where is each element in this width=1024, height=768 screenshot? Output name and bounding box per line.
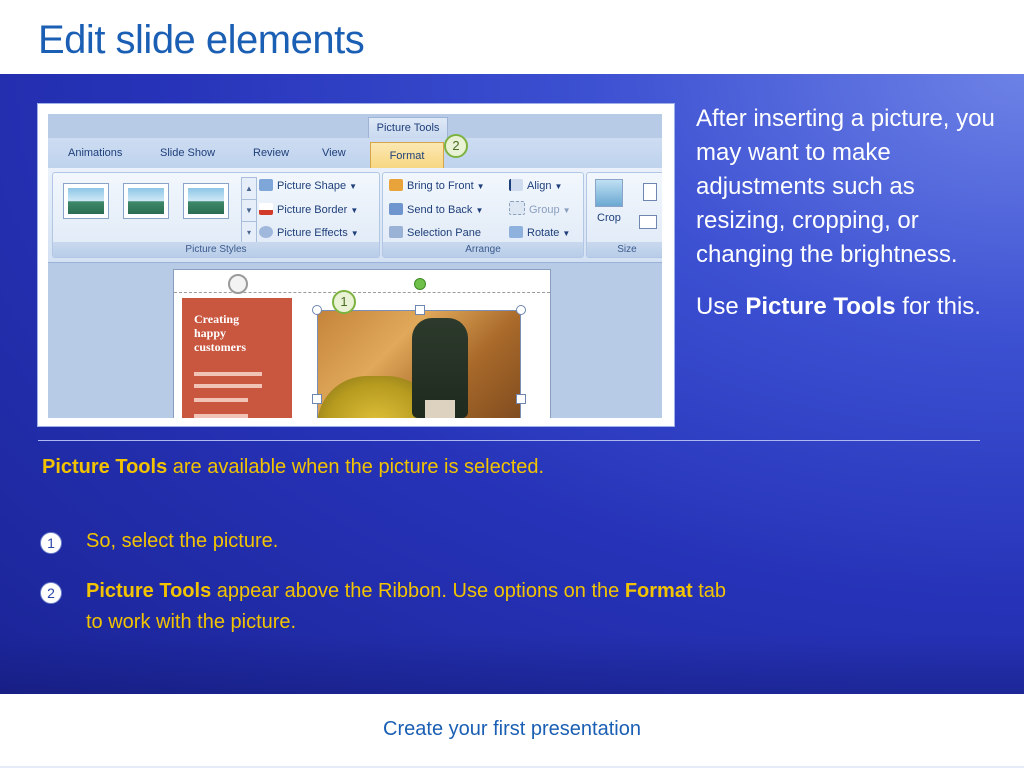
caption [42,456,544,479]
group-arrange [382,172,584,258]
ribbon-tab-bar [48,138,662,169]
step-text [86,576,740,638]
rotate-button[interactable] [509,224,570,242]
align-button[interactable] [509,177,562,195]
dropdown-arrow-icon: ▼ [475,206,484,215]
selection-pane-label: Selection Pane [407,227,481,239]
bring-to-front-button[interactable] [389,177,485,195]
gallery-up-icon[interactable]: ▲ [242,178,256,200]
selection-pane-icon [389,226,403,238]
picture-border-icon [259,203,273,215]
group-button[interactable] [509,201,571,219]
tab-format[interactable]: Format [370,142,444,169]
crop-button[interactable]: Crop [597,212,621,224]
tab-animations[interactable]: Animations [68,147,123,159]
align-label: Align [527,180,552,192]
dropdown-arrow-icon: ▼ [349,182,358,191]
dropdown-arrow-icon: ▼ [562,206,571,215]
footer [0,694,1024,768]
gallery-down-icon[interactable]: ▼ [242,200,256,222]
send-to-back-icon [389,203,403,215]
step-2 [40,576,740,638]
selection-pane-button[interactable] [389,224,481,242]
divider [38,440,980,441]
slide-preview [173,269,551,418]
side-paragraph-1: After inserting a picture, you may want to make adjustments such as resizing, cropping, or changing the brightness. [696,105,995,268]
resize-handle[interactable] [312,305,322,315]
tab-view[interactable]: View [322,147,346,159]
ribbon-screenshot [38,104,674,426]
tab-review[interactable]: Review [253,147,290,159]
picture-style-thumbnail[interactable] [183,183,229,219]
step-text-2: tab to work with the picture. [86,580,726,633]
step-text: So, select the picture. [86,530,279,552]
picture-shape-label: Picture Shape [277,180,347,192]
callout-2-badge: 2 [444,134,468,158]
step-text-1: appear above the Ribbon. Use options on the [211,580,625,602]
rotate-icon [509,226,523,238]
resize-handle[interactable] [312,394,322,404]
resize-handle[interactable] [415,305,425,315]
group-size [586,172,662,258]
text-bar [194,372,262,376]
crop-icon[interactable] [595,179,623,207]
text-bar [194,398,248,402]
size-label: Size [587,242,662,257]
ribbon-body [48,168,662,263]
gallery-more-icon[interactable]: ▾ [242,222,256,244]
text-bar [194,414,248,418]
dropdown-arrow-icon: ▼ [350,229,359,238]
side-paragraph-2 [696,290,996,324]
picture-styles-label: Picture Styles [53,242,379,257]
width-icon[interactable] [639,215,657,229]
group-label: Group [529,204,560,216]
picture-border-label: Picture Border [277,204,348,216]
dropdown-arrow-icon: ▼ [562,229,571,238]
arrange-label: Arrange [383,242,583,257]
step-number-badge: 2 [40,582,62,604]
footer-title: Create your first presentation [383,718,641,740]
dropdown-arrow-icon: ▼ [350,206,359,215]
side-description [696,102,996,342]
red-text-panel [182,298,292,418]
group-icon [509,201,525,215]
shape-handle[interactable] [228,274,248,294]
side-p2-suffix: for this. [895,293,981,320]
picture-effects-icon [259,226,273,238]
side-p2-bold: Picture Tools [745,293,896,320]
picture-effects-label: Picture Effects [277,227,348,239]
callout-1-badge: 1 [332,290,356,314]
bring-to-front-label: Bring to Front [407,180,474,192]
gallery-scroll[interactable] [241,177,257,243]
picture-tools-header[interactable]: Picture Tools [368,117,448,138]
slide-canvas [48,263,662,418]
bring-to-front-icon [389,179,403,191]
rotate-handle[interactable] [414,278,426,290]
tab-slide-show[interactable]: Slide Show [160,147,216,159]
send-to-back-button[interactable] [389,201,483,219]
slide-heading: Creating happy customers [194,312,246,354]
picture-style-thumbnail[interactable] [123,183,169,219]
dropdown-arrow-icon: ▼ [476,182,485,191]
caption-rest: are available when the picture is selected. [167,456,545,478]
step-number-badge: 1 [40,532,62,554]
ribbon-screenshot-content [48,114,662,418]
step-bold-1: Picture Tools [86,580,212,602]
selection-frame[interactable] [317,310,521,418]
picture-shape-icon [259,179,273,191]
align-icon [509,179,523,191]
slide-title: Edit slide elements [38,18,365,62]
step-bold-2: Format [624,580,693,602]
resize-handle[interactable] [516,305,526,315]
group-picture-styles [52,172,380,258]
send-to-back-label: Send to Back [407,204,473,216]
step-1 [40,526,740,557]
caption-bold: Picture Tools [42,456,168,478]
rotate-label: Rotate [527,227,560,239]
picture-border-button[interactable] [259,201,358,219]
dropdown-arrow-icon: ▼ [554,182,563,191]
picture-effects-button[interactable] [259,224,359,242]
picture-shape-button[interactable] [259,177,357,195]
guide-line [174,292,550,293]
resize-handle[interactable] [516,394,526,404]
height-icon[interactable] [643,183,657,201]
side-p2-prefix: Use [696,293,746,320]
picture-style-thumbnail[interactable] [63,183,109,219]
text-bar [194,384,262,388]
